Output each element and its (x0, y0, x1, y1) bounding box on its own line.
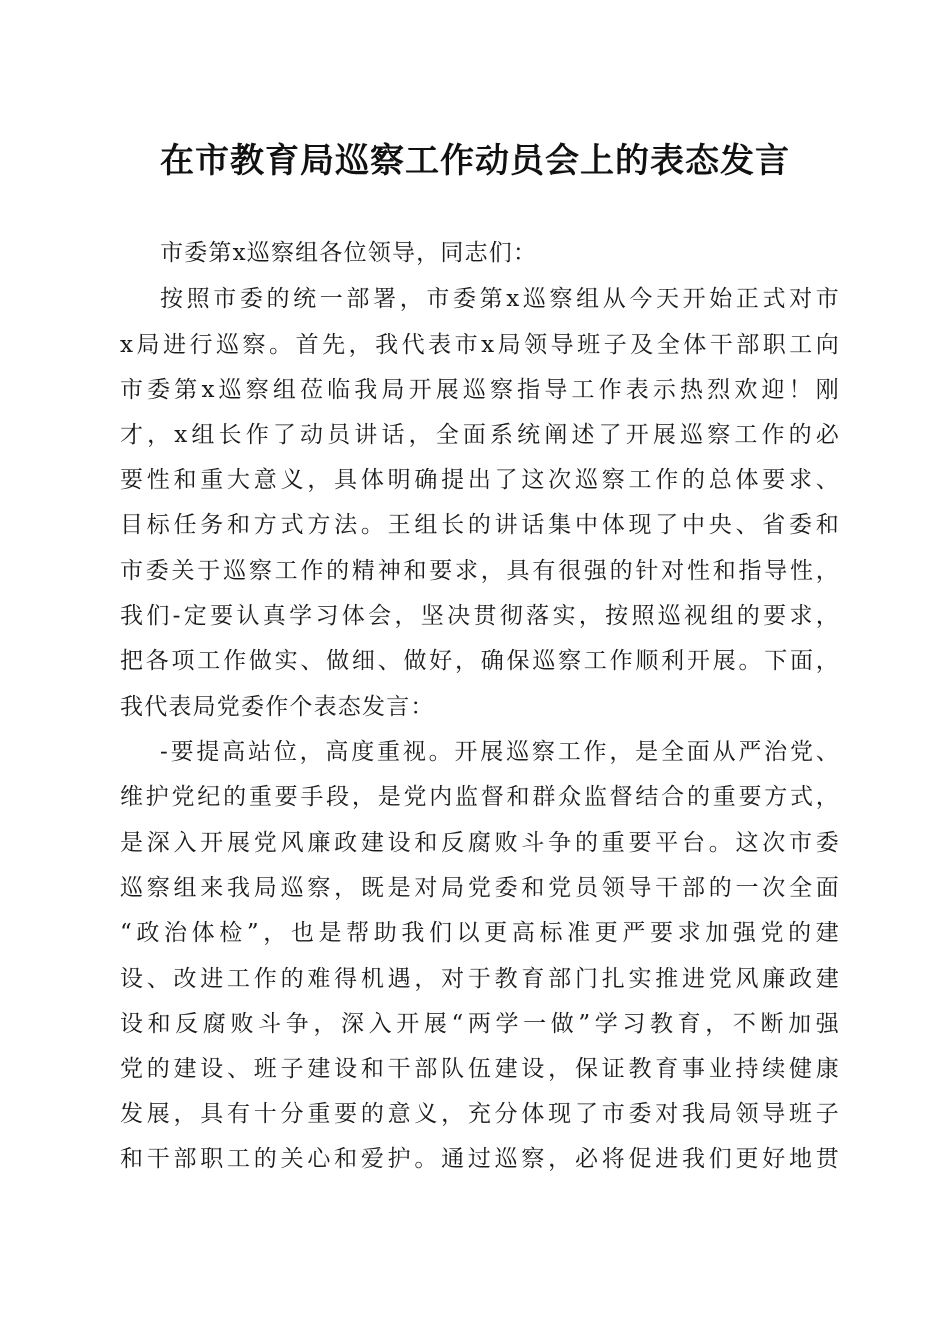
paragraph-line: “政治体检”，也是帮助我们以更高标准更严要求加强党的建 (120, 920, 840, 946)
paragraph-line: 党的建设、班子建设和干部队伍建设，保证教育事业持续健康 (120, 1056, 840, 1082)
paragraph-line: 按照市委的统一部署，市委第x巡察组从今天开始正式对市 (160, 286, 840, 312)
paragraph-line: 市委第x巡察组莅临我局开展巡察指导工作表示热烈欢迎！刚 (120, 377, 840, 403)
salutation: 市委第x巡察组各位领导，同志们： (160, 240, 538, 266)
paragraph-line: -要提高站位，高度重视。开展巡察工作，是全面从严治党、 (160, 739, 840, 765)
paragraph-line: 目标任务和方式方法。王组长的讲话集中体现了中央、省委和 (120, 512, 840, 538)
paragraph-line: 设和反腐败斗争，深入开展“两学一做”学习教育，不断加强 (120, 1011, 840, 1037)
paragraph-line: 是深入开展党风廉政建设和反腐败斗争的重要平台。这次市委 (120, 830, 840, 856)
paragraph-line: 我们-定要认真学习体会，坚决贯彻落实，按照巡视组的要求， (120, 603, 840, 629)
paragraph-line: 我代表局党委作个表态发言： (120, 694, 435, 720)
paragraph-line: 设、改进工作的难得机遇，对于教育部门扎实推进党风廉政建 (120, 966, 840, 992)
paragraph-line: 市委关于巡察工作的精神和要求，具有很强的针对性和指导性， (120, 558, 840, 584)
paragraph-line: x局进行巡察。首先，我代表市x局领导班子及全体干部职工向 (120, 332, 840, 358)
paragraph-line: 和干部职工的关心和爱护。通过巡察，必将促进我们更好地贯 (120, 1146, 840, 1172)
paragraph-line: 发展，具有十分重要的意义，充分体现了市委对我局领导班子 (120, 1101, 840, 1127)
paragraph-line: 把各项工作做实、做细、做好，确保巡察工作顺利开展。下面， (120, 648, 840, 674)
paragraph-line: 才，x组长作了动员讲话，全面系统阐述了开展巡察工作的必 (120, 422, 840, 448)
paragraph-line: 巡察组来我局巡察，既是对局党委和党员领导干部的一次全面 (120, 875, 840, 901)
paragraph-line: 维护党纪的重要手段，是党内监督和群众监督结合的重要方式， (120, 784, 840, 810)
paragraph-line: 要性和重大意义，具体明确提出了这次巡察工作的总体要求、 (120, 467, 840, 493)
document-title: 在市教育局巡察工作动员会上的表态发言 (160, 141, 790, 181)
